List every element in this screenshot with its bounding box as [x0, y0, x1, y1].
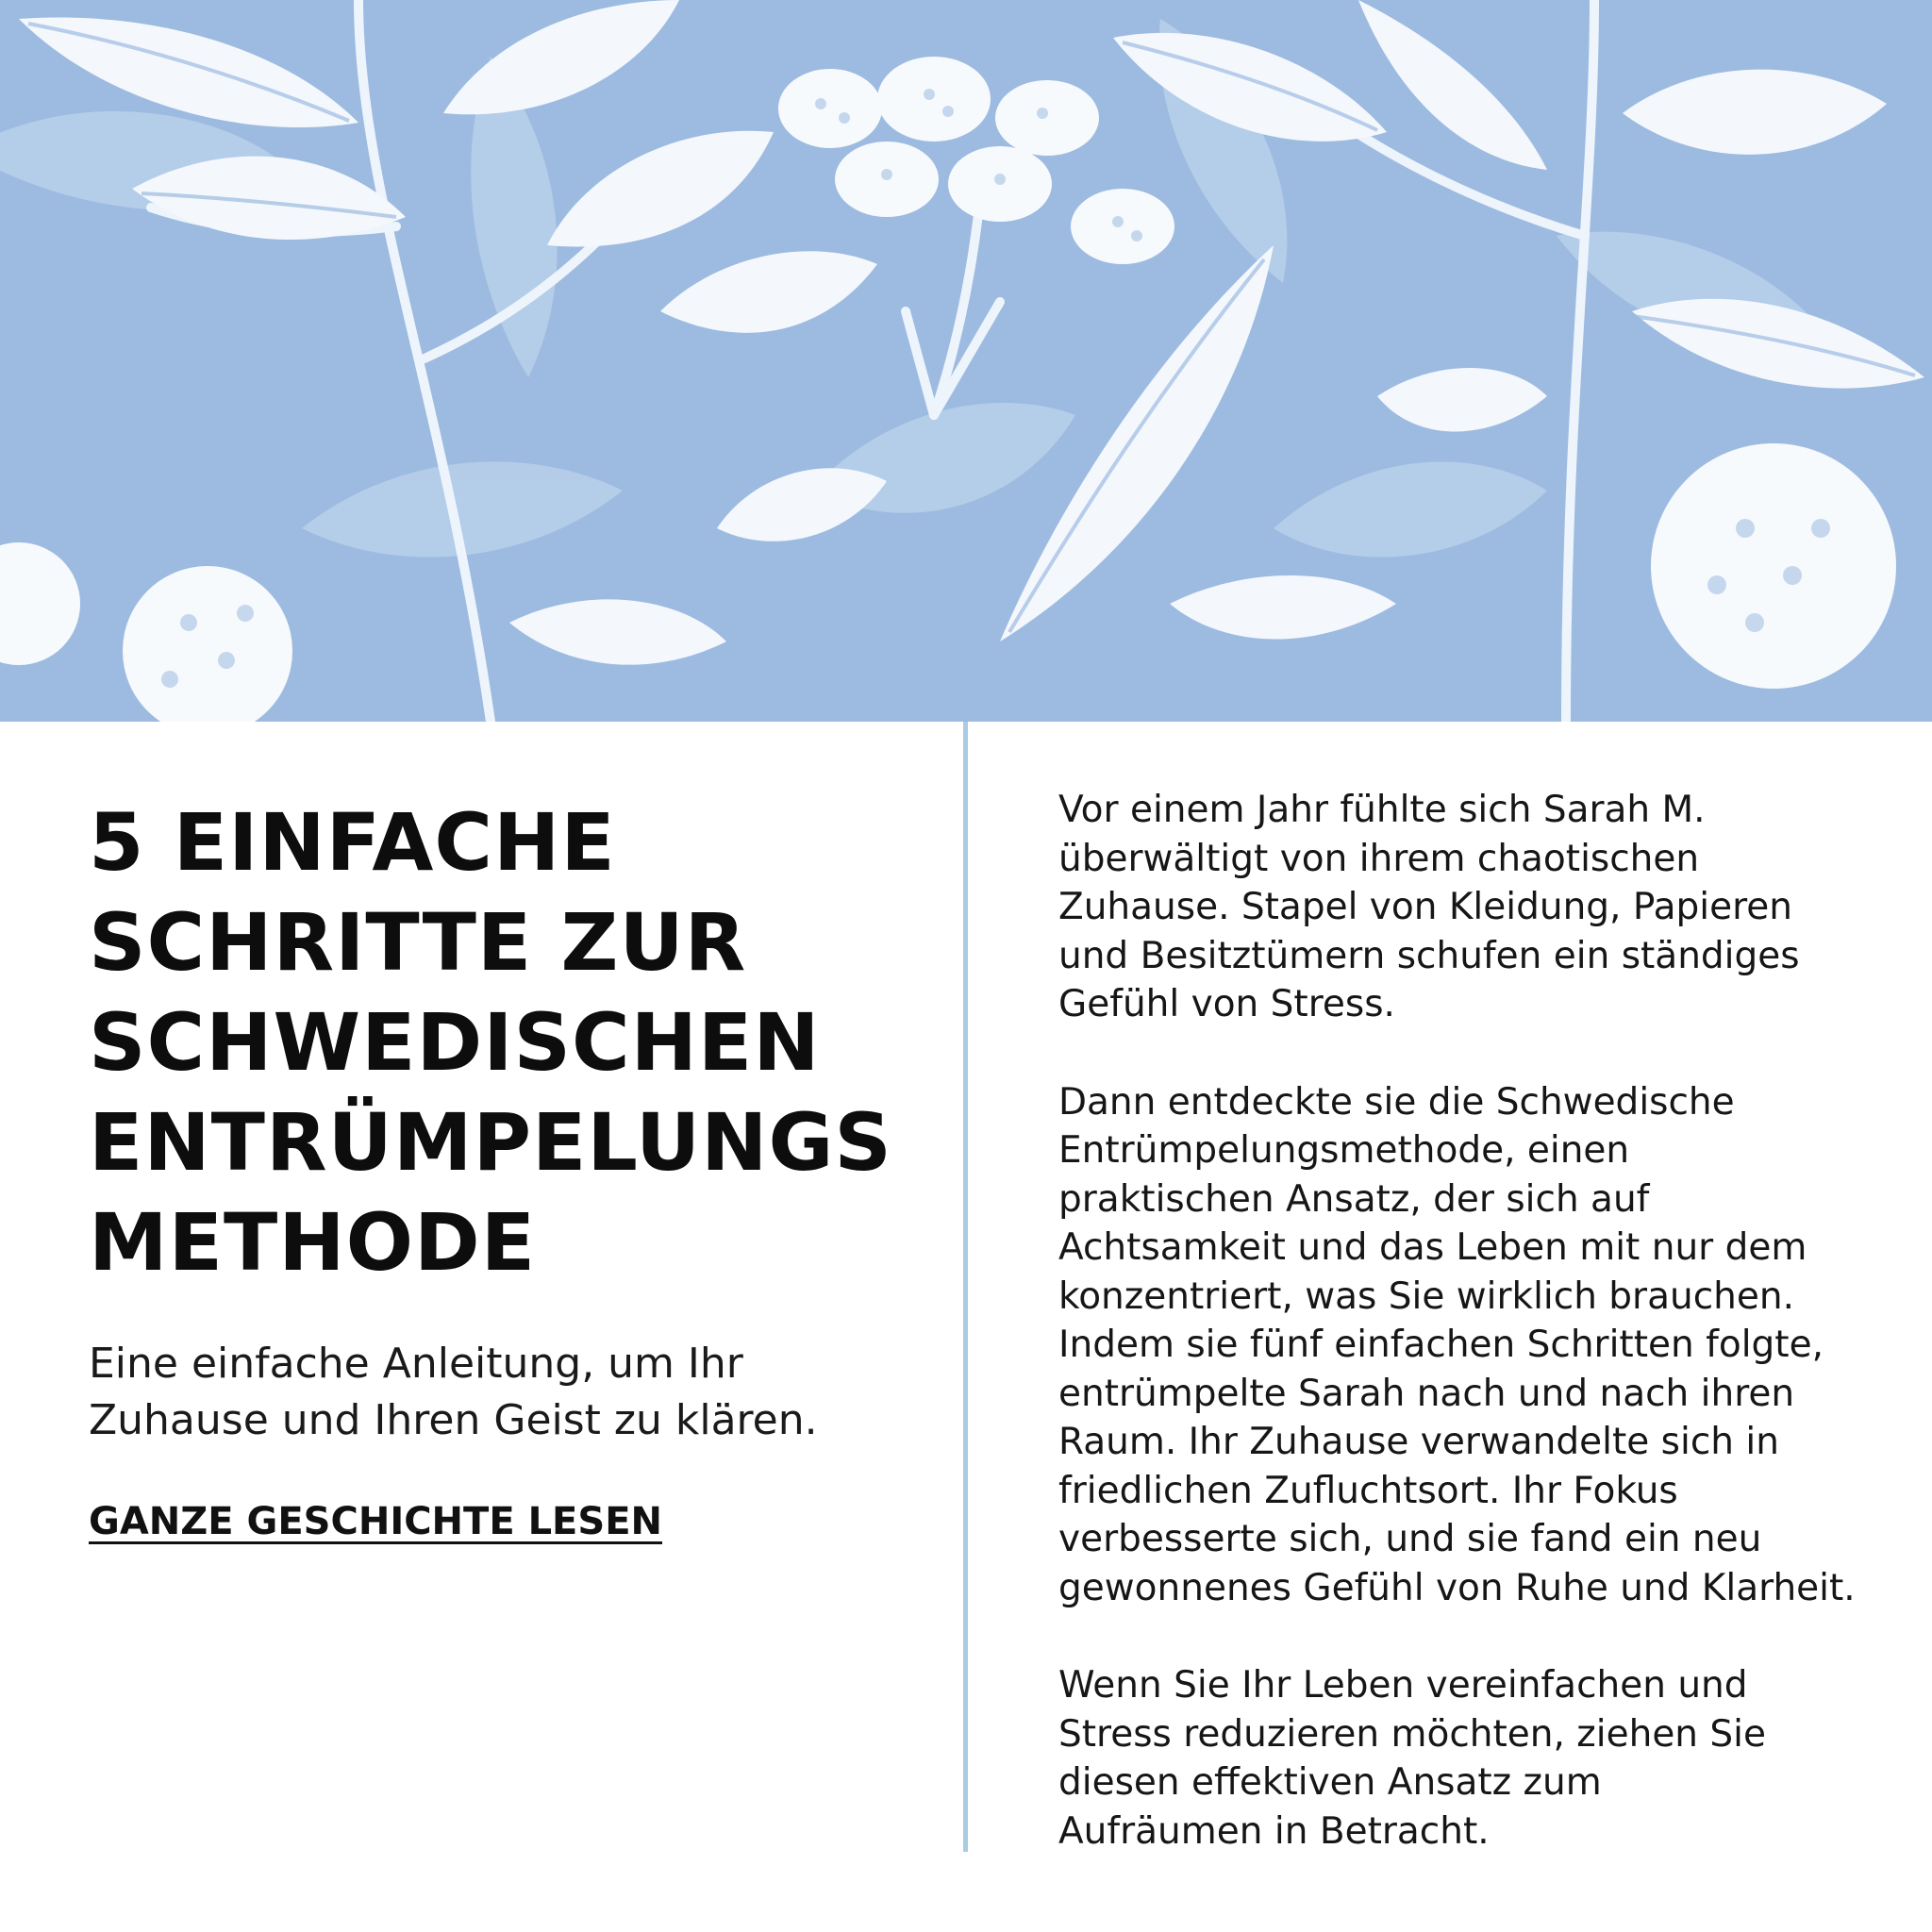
story-line: Achtsamkeit und das Leben mit nur dem	[1058, 1226, 1807, 1269]
story-line: Dann entdeckte sie die Schwedische	[1058, 1080, 1735, 1124]
read-full-story-link[interactable]: GANZE GESCHICHTE LESEN	[89, 1500, 662, 1543]
title-line: 5 EINFACHE	[89, 796, 616, 889]
story-line: verbesserte sich, und sie fand ein neu	[1058, 1518, 1762, 1560]
story-line: Raum. Ihr Zuhause verwandelte sich in	[1058, 1421, 1779, 1463]
story-paragraph-1	[1058, 786, 1907, 1029]
title-line: ENTRÜMPELUNGS	[89, 1096, 892, 1189]
article-intro	[89, 792, 928, 1547]
story-line: Aufräumen in Betracht.	[1058, 1809, 1490, 1853]
hero-botanical-illustration	[0, 0, 1932, 722]
story-line: diesen effektiven Ansatz zum	[1058, 1761, 1602, 1804]
title-line: SCHWEDISCHEN	[89, 996, 821, 1089]
story-line: friedlichen Zufluchtsort. Ihr Fokus	[1058, 1469, 1678, 1512]
story-line: Zuhause. Stapel von Kleidung, Papieren	[1058, 886, 1792, 928]
story-line: praktischen Ansatz, der sich auf	[1058, 1177, 1650, 1221]
article-title	[89, 792, 928, 1292]
story-line: überwältigt von ihrem chaotischen	[1058, 837, 1700, 880]
story-paragraph-2	[1058, 1078, 1907, 1613]
botanical-pattern	[0, 0, 1932, 722]
story-paragraph-3	[1058, 1661, 1907, 1856]
column-divider	[963, 722, 968, 1852]
subtitle-line: Eine einfache Anleitung, um Ihr	[89, 1340, 743, 1388]
story-body	[1058, 786, 1907, 1905]
story-line: gewonnenes Gefühl von Ruhe und Klarheit.	[1058, 1566, 1856, 1609]
story-line: Stress reduzieren möchten, ziehen Sie	[1058, 1712, 1767, 1756]
story-line: entrümpelte Sarah nach und nach ihren	[1058, 1372, 1795, 1415]
story-line: Gefühl von Stress.	[1058, 983, 1395, 1025]
story-line: Indem sie fünf einfachen Schritten folgte,	[1058, 1324, 1824, 1366]
title-line: SCHRITTE ZUR	[89, 896, 747, 989]
title-line: METHODE	[89, 1196, 537, 1289]
story-line: und Besitztümern schufen ein ständiges	[1058, 934, 1800, 977]
story-line: konzentriert, was Sie wirklich brauchen.	[1058, 1274, 1794, 1318]
story-line: Wenn Sie Ihr Leben vereinfachen und	[1058, 1664, 1748, 1707]
story-line: Entrümpelungsmethode, einen	[1058, 1129, 1630, 1172]
subtitle-line: Zuhause und Ihren Geist zu klären.	[89, 1396, 818, 1444]
story-line: Vor einem Jahr fühlte sich Sarah M.	[1058, 789, 1706, 831]
article-subtitle	[89, 1336, 928, 1449]
